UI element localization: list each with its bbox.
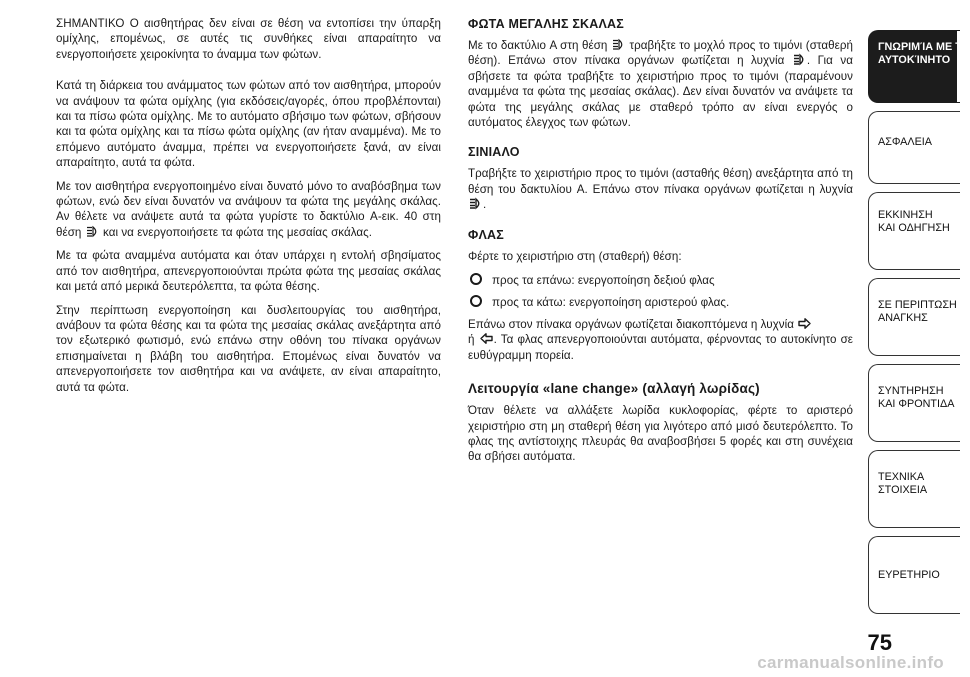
list-item <box>468 272 853 288</box>
tab-starting-driving[interactable] <box>868 192 960 270</box>
high-beam-text-a: Με το δακτύλιο A στη θέση <box>468 39 608 52</box>
tab-technical-data[interactable] <box>868 450 960 528</box>
tab-label: ΚΑΙ ΟΔΗΓΗΣΗ <box>878 222 950 234</box>
paragraph-fog-lights: Κατά τη διάρκεια του ανάμματος των φώτων από τον αισθητήρα, μπορούν να ανάψουν τα φώτα ομίχλης (για εκδόσεις/αγορές, όπου προβλέπονται) και τα πίσω φώτα ομίχλης. Με το αυτόματο σβήσιμο των φώτων, σβήσουν και τα φώτα ομίχλης και τα πίσω φώτα ομίχλης (αν ήταν αναμμένα). Με το επόμενο αυτόματο άναμμα, πρέπει να ενεργοποιήσετε ξανά, αν είναι απαραίτητο, αυτά τα φώτα. <box>56 79 441 170</box>
tab-label: ΤΕΧΝΙΚΑ <box>878 471 925 483</box>
heading-high-beam: ΦΩΤΑ ΜΕΓΑΛΗΣ ΣΚΑΛΑΣ <box>468 17 624 31</box>
indicator-text-a: Επάνω στον πίνακα οργάνων φωτίζεται διακοπτόμενα η λυχνία <box>468 317 795 331</box>
tab-label: ΕΥΡΕΤΗΡΙΟ <box>878 569 940 581</box>
right-arrow-icon <box>798 318 811 329</box>
paragraph-sensor-high-beam-a: Με τον αισθητήρα ενεργοποιημένο είναι δυνατό μόνο το αναβόσβημα των φώτων, ενώ δεν είναι δυνατόν να ανάψουν τα φώτα της μεγάλης σκάλας. Αν θέλετε να ανάψετε αυτά τα φώτα γυρίστε το δακτύλιο A-εικ. 40 στη θέση <box>56 179 441 239</box>
paragraph-sensor-high-beam <box>56 179 441 241</box>
flash-text-a: Τραβήξτε το χειριστήριο προς το τιμόνι (ασταθής θέση) ανεξάρτητα από τη θέση του δακτυλίου A. Επάνω στον πίνακα οργάνων φωτίζεται η λυχνία <box>468 167 853 196</box>
paragraph-auto-off: Με τα φώτα αναμμένα αυτόματα και όταν υπάρχει η εντολή σβησίματος από τον αισθητήρα, απενεργοποιούνται πρώτα φώτα της μεσαίας σκάλας και μετά από μερικά δευτερόλεπτα, τα φώτα θέσης. <box>56 249 441 294</box>
tab-emergency[interactable] <box>868 278 960 356</box>
high-beam-lamp-icon <box>793 54 806 65</box>
tab-label: ΕΚΚΙΝΗΣΗ <box>878 209 933 221</box>
tab-getting-to-know[interactable] <box>868 30 970 103</box>
chapter-tabs <box>868 30 970 622</box>
tab-label: ΑΝΑΓΚΗΣ <box>878 312 928 324</box>
bullet-text: προς τα επάνω: ενεργοποίηση δεξιού φλας <box>492 274 715 288</box>
high-beam-text-c: . Για να σβήσετε τα φώτα τραβήξτε το χειριστήριο προς το τιμόνι (παραμένουν αναμμένα τα φώτα της μεσαίας σκάλας). Δεν είναι δυνατόν να ανάψετε τα φώτα της μεγάλης σκάλας με σταθερό τρόπο αν είναι ενεργός ο αυτόματος έλεγχος των φώτων. <box>468 54 853 130</box>
paragraph-indicator-lamp <box>468 317 853 363</box>
paragraph-sensor-failure: Στην περίπτωση ενεργοποίηση και δυσλειτουργίας του αισθητήρα, ανάβουν τα φώτα θέσης και τα φώτα της μεσαίας σκάλας ανεξάρτητα από τον εξωτερικό φωτισμό, ενώ επάνω στην οθόνη του πίνακα οργάνων επισημαίνεται η βλάβη του αισθητήρα. Επομένως είναι δυνατόν να απενεργοποιήσετε τον αισθητήρα και να ανάψετε, αν είναι απαραίτητο, αυτά τα φώτα. <box>56 303 441 394</box>
high-beam-lamp-icon <box>469 198 482 209</box>
high-beam-icon <box>612 39 625 50</box>
right-column <box>468 16 853 473</box>
high-beam-text-b: τραβήξτε το μοχλό προς το τιμόνι (σταθερή θέση). Επάνω στον πίνακα οργάνων φωτίζεται η λυχνία <box>468 39 853 68</box>
watermark: carmanualsonline.info <box>757 653 944 672</box>
paragraph-high-beam <box>468 38 853 130</box>
important-note: ΣΗΜΑΝΤΙΚΟ Ο αισθητήρας δεν είναι σε θέση να εντοπίσει την ύπαρξη ομίχλης, επομένως, σε αυτές τις συνθήκες είναι απαραίτητο να ενεργοποιήσετε χειροκίνητα το άναμμα των φώτων. <box>56 17 441 61</box>
tab-label: ΣΤΟΙΧΕΙΑ <box>878 484 928 496</box>
paragraph-sensor-high-beam-b: και να ενεργοποιήσετε τα φώτα της μεσαίας σκάλας. <box>102 225 373 239</box>
tab-label: ΓΝΩΡΙΜΊΑ ΜΕ ΤΟ <box>878 41 970 53</box>
left-column <box>56 16 441 403</box>
paragraph-lane-change: Όταν θέλετε να αλλάξετε λωρίδα κυκλοφορίας, φέρτε το αριστερό χειριστήριο στη μη σταθερή θέση για λιγότερο από μισό δευτερόλεπτο. Το φλας της αντίστοιχης πλευράς θα αναβοσβήσει 5 φορές και στη συνέχεια θα σβήσει αυτόματα. <box>468 404 853 464</box>
left-arrow-icon <box>480 333 493 344</box>
tab-label: ΑΣΦΑΛΕΙΑ <box>878 136 932 148</box>
tab-label: ΣΕ ΠΕΡΙΠΤΩΣΗ <box>878 299 957 311</box>
heading-lane-change: Λειτουργία «lane change» (αλλαγή λωρίδας) <box>468 381 760 397</box>
heading-indicators: ΦΛΑΣ <box>468 227 504 242</box>
bullet-circle-icon <box>470 295 482 307</box>
tab-index[interactable] <box>868 536 960 614</box>
indicator-text-c: . Τα φλας απενεργοποιούνται αυτόματα, φέρνοντας το αυτοκίνητο σε ευθύγραμμη πορεία. <box>468 333 853 362</box>
tab-maintenance[interactable] <box>868 364 960 442</box>
tab-label: ΚΑΙ ΦΡΟΝΤΙΔΑ <box>878 398 955 410</box>
indicator-text-b: ή <box>468 333 475 347</box>
bullet-circle-icon <box>470 273 482 285</box>
high-beam-icon <box>86 226 99 237</box>
page-number: 75 <box>867 630 892 655</box>
tab-label: ΑΥΤΟΚΊΝΗΤΟ <box>878 54 951 66</box>
tab-safety[interactable] <box>868 111 960 184</box>
paragraph-flash <box>468 166 853 212</box>
flash-text-b: . <box>483 198 487 212</box>
heading-flash: ΣΙΝΙΑΛΟ <box>468 145 520 160</box>
tab-label: ΣΥΝΤΗΡΗΣΗ <box>878 385 944 397</box>
list-item <box>468 294 853 310</box>
indicators-intro: Φέρτε το χειριστήριο στη (σταθερή) θέση: <box>468 249 682 263</box>
bullet-text: προς τα κάτω: ενεργοποίηση αριστερού φλας. <box>492 296 730 310</box>
